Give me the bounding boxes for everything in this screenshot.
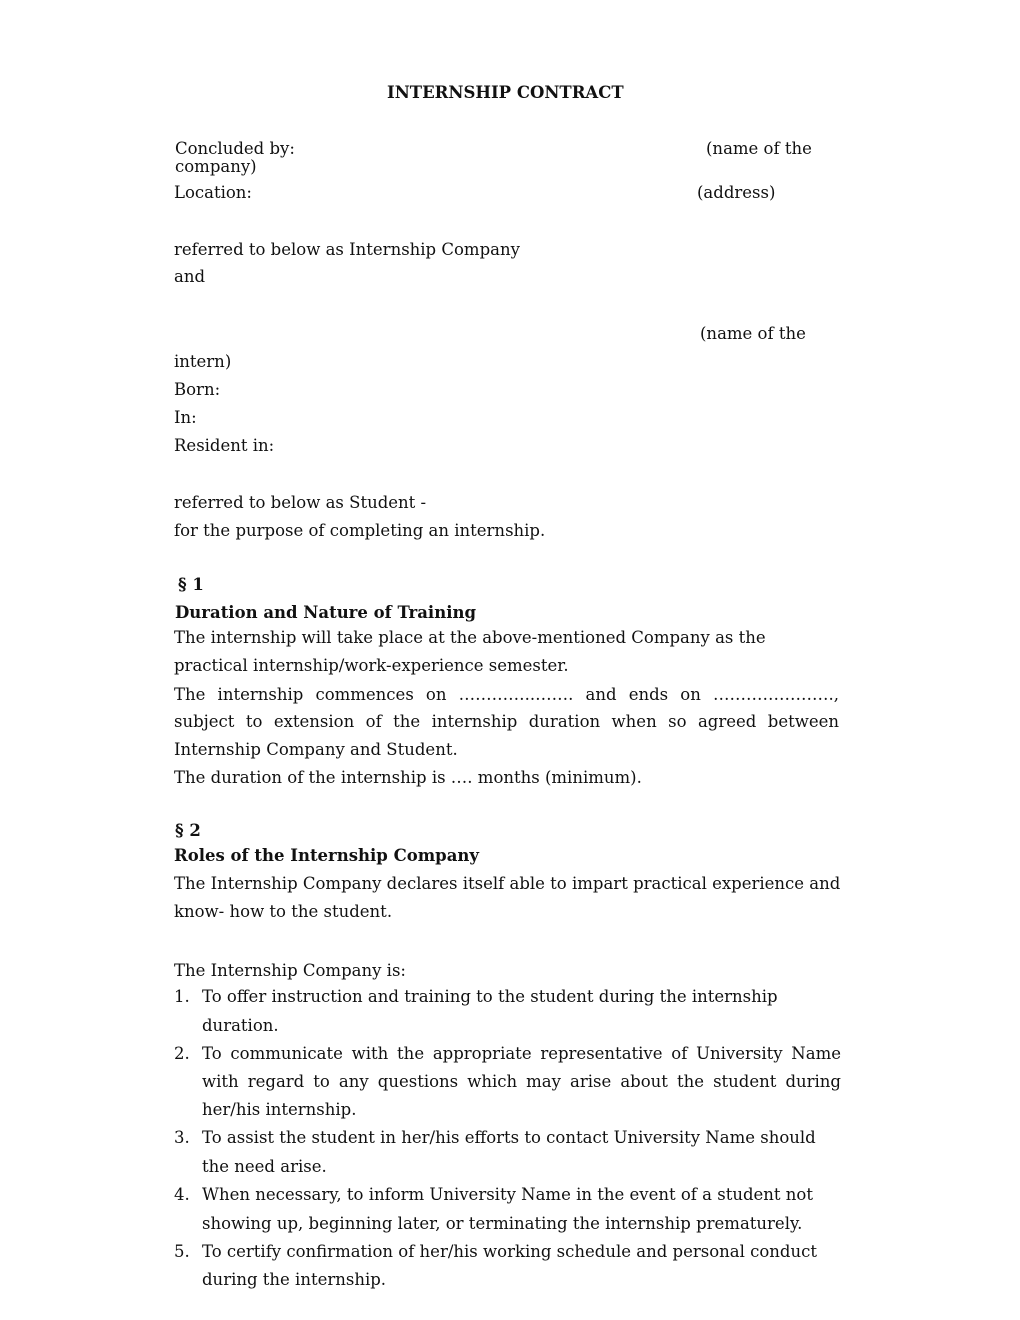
list-item-line: To assist the student in her/his efforts to contact University Name should (202, 1128, 816, 1147)
referred-student-text: referred to below as Student - (174, 493, 427, 512)
list-item-line: during the internship. (202, 1270, 387, 1289)
section-1-number: § 1 (178, 575, 204, 594)
and-text: and (174, 267, 206, 286)
document-title: INTERNSHIP CONTRACT (387, 83, 624, 102)
list-item-line (202, 1044, 841, 1064)
list-item-text: To communicate with the appropriate representative of University Name (202, 1044, 841, 1063)
intern-name-hint: (name of the (700, 324, 806, 343)
section-2-number: § 2 (175, 821, 201, 840)
born-label: Born: (174, 380, 221, 399)
section-2-heading: Roles of the Internship Company (174, 846, 479, 865)
section-1-commences-line: The internship commences on …………..……. and ends on …………………., (174, 685, 839, 704)
list-number: 5. (174, 1242, 190, 1261)
list-item-line: To certify confirmation of her/his working schedule and personal conduct (202, 1242, 817, 1261)
section-1-heading: Duration and Nature of Training (175, 603, 476, 622)
section-2-line: know- how to the student. (174, 902, 393, 921)
resident-label: Resident in: (174, 436, 275, 455)
section-1-line: Internship Company and Student. (174, 740, 458, 759)
section-1-line (174, 712, 839, 732)
intern-name-hint-cont: intern) (174, 352, 232, 371)
list-number: 3. (174, 1128, 190, 1147)
list-number: 2. (174, 1044, 190, 1063)
list-item-line: the need arise. (202, 1157, 327, 1176)
section-1-line: practical internship/work-experience semester. (174, 656, 569, 675)
list-item-line: showing up, beginning later, or terminating the internship prematurely. (202, 1214, 803, 1233)
location-label: Location: (174, 183, 252, 202)
company-name-hint-cont: company) (175, 157, 257, 176)
list-item-text: with regard to any questions which may arise about the student during (202, 1072, 841, 1091)
company-name-hint: (name of the (706, 139, 812, 158)
list-number: 1. (174, 987, 190, 1006)
list-number: 4. (174, 1185, 190, 1204)
in-label: In: (174, 408, 197, 427)
section-1-line: The duration of the internship is …. months (minimum). (174, 768, 642, 787)
section-2-line: The Internship Company declares itself able to impart practical experience and (174, 874, 841, 893)
list-item-line: duration. (202, 1016, 279, 1035)
section-1-line: The internship will take place at the above-mentioned Company as the (174, 628, 766, 647)
list-item-line: When necessary, to inform University Name in the event of a student not (202, 1185, 813, 1204)
section-1-line (174, 685, 839, 705)
address-hint: (address) (697, 183, 776, 202)
referred-company-text: referred to below as Internship Company (174, 240, 520, 259)
section-1-extension-line: subject to extension of the internship duration when so agreed between (174, 712, 839, 731)
concluded-by-label: Concluded by: (175, 139, 295, 158)
list-item-line: her/his internship. (202, 1100, 357, 1119)
list-item-line (202, 1072, 841, 1092)
section-2-intro: The Internship Company is: (174, 961, 406, 980)
list-item-line: To offer instruction and training to the student during the internship (202, 987, 778, 1006)
purpose-text: for the purpose of completing an internship. (174, 521, 546, 540)
